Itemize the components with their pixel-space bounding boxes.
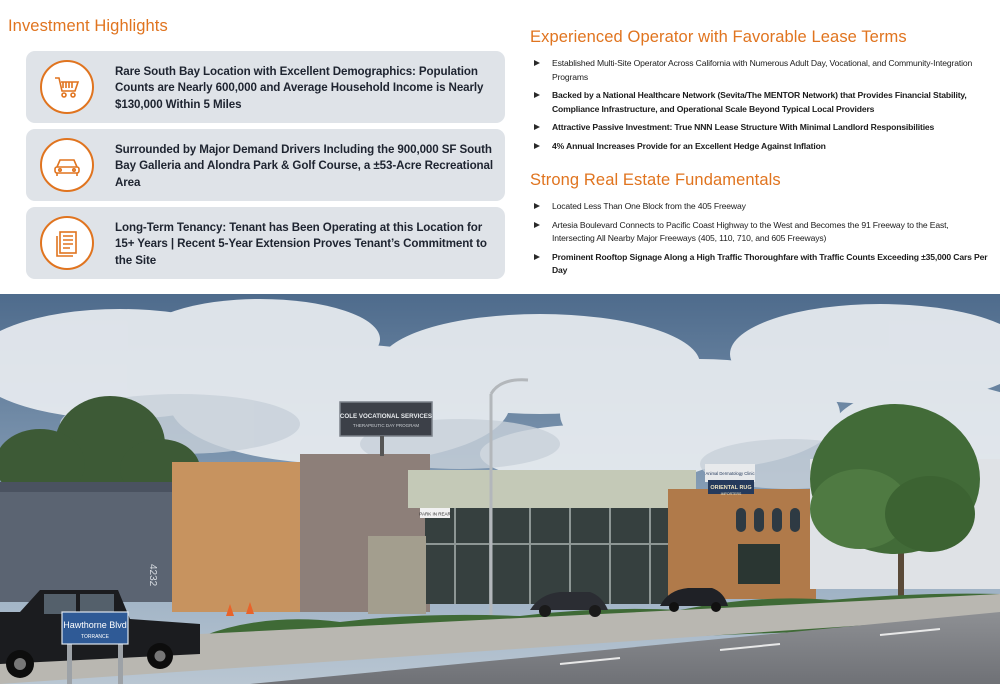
bullet-arrow-icon (534, 143, 540, 149)
list-item: Prominent Rooftop Signage Along a High Traffic Thoroughfare with Traffic Counts Exceeding ±35,000 Cars Per Day (530, 251, 992, 278)
main-building-tan (172, 462, 312, 612)
list-item: Attractive Passive Investment: True NNN Lease Structure With Minimal Landlord Responsibilities (530, 121, 992, 135)
list-item: Backed by a National Healthcare Network (Sevita/The MENTOR Network) that Provides Financial Stability, Compliance Infrastructure, and Operational Scale Beyond Typical Local Providers (530, 89, 992, 116)
svg-text:COLE VOCATIONAL SERVICES: COLE VOCATIONAL SERVICES (339, 413, 433, 420)
list-item: Artesia Boulevard Connects to Pacific Coast Highway to the West and Becomes the 91 Freeway to the East, Intersecting All Nearby Major Freeways (405, 110, 710, and 605 Freeways) (530, 219, 992, 246)
list-item: Established Multi-Site Operator Across California with Numerous Adult Day, Vocational, and Community-Integration Programs (530, 57, 992, 84)
document-icon (40, 216, 94, 270)
car-icon (40, 138, 94, 192)
left-building (0, 482, 198, 602)
svg-text:Animal Dermatology Clinic: Animal Dermatology Clinic (705, 471, 755, 476)
bullet-arrow-icon (534, 124, 540, 130)
address-number: 4232 (147, 564, 158, 587)
investment-highlights-title: Investment Highlights (8, 17, 168, 35)
bullet-arrow-icon (534, 222, 540, 228)
property-photo (0, 294, 1000, 684)
bullet-arrow-icon (534, 60, 540, 66)
bullet-arrow-icon (534, 92, 540, 98)
highlight-text: Rare South Bay Location with Excellent Demographics: Population Counts are Nearly 600,000 and Average Household Income is Nearly $130,000 Within 5 Miles (115, 65, 484, 111)
shopping-cart-icon (40, 60, 94, 114)
real-estate-bullet-list (530, 200, 992, 283)
glass-storefront (368, 470, 696, 614)
operator-bullet-list (530, 57, 992, 159)
highlight-text: Surrounded by Major Demand Drivers Including the 900,000 SF South Bay Galleria and Alondra Park & Golf Course, a ±53-Acre Recreational Area (115, 143, 493, 189)
svg-text:THERAPEUTIC DAY PROGRAM: THERAPEUTIC DAY PROGRAM (352, 423, 420, 428)
bullet-arrow-icon (534, 203, 540, 209)
highlight-cards (26, 51, 505, 285)
highlight-text: Long-Term Tenancy: Tenant has Been Operating at this Location for 15+ Years | Recent 5-Year Extension Proves Tenant’s Commitment to the Site (115, 221, 487, 267)
list-item: 4% Annual Increases Provide for an Excellent Hedge Against Inflation (530, 140, 992, 154)
svg-text:PARK IN REAR: PARK IN REAR (419, 511, 451, 517)
highlight-card-demand-drivers (26, 129, 505, 201)
svg-text:Hawthorne Blvd: Hawthorne Blvd (63, 620, 127, 630)
svg-text:IMPORTERS: IMPORTERS (720, 492, 742, 496)
bullet-arrow-icon (534, 254, 540, 260)
real-estate-section-title: Strong Real Estate Fundamentals (530, 171, 781, 189)
highlight-card-demographics (26, 51, 505, 123)
operator-section-title: Experienced Operator with Favorable Lease Terms (530, 28, 907, 46)
highlight-card-tenancy (26, 207, 505, 279)
svg-text:TORRANCE: TORRANCE (81, 634, 109, 640)
svg-text:ORIENTAL RUG: ORIENTAL RUG (710, 485, 752, 491)
list-item: Located Less Than One Block from the 405 Freeway (530, 200, 992, 214)
